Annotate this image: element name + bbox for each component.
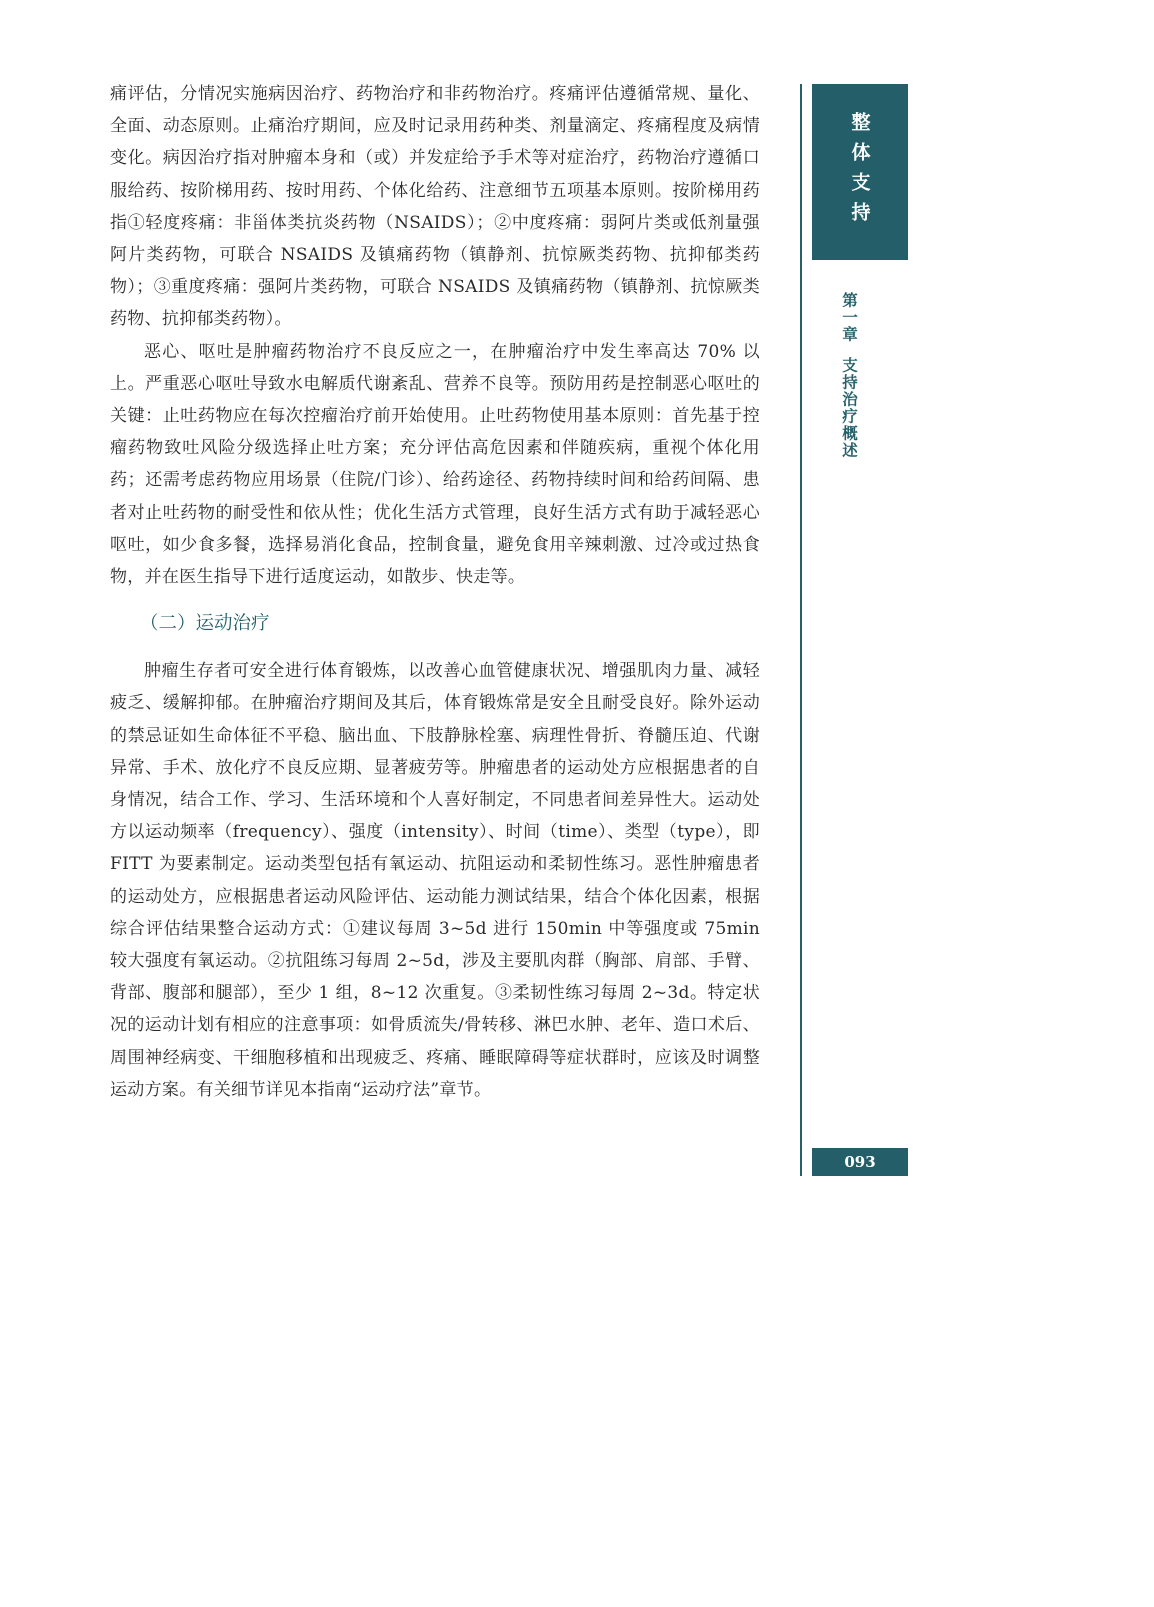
body-paragraph-exercise: 肿瘤生存者可安全进行体育锻炼，以改善心血管健康状况、增强肌肉力量、减轻疲乏、缓解抑郁。在肿瘤治疗期间及其后，体育锻炼常是安全且耐受良好。除外运动的禁忌证如生命体征不平稳、脑出血、下肢静脉栓塞、病理性骨折、脊髓压迫、代谢异常、手术、放化疗不良反应期、显著疲劳等。肿瘤患者的运动处方应根据患者的自身情况，结合工作、学习、生活环境和个人喜好制定，不同患者间差异性大。运动处方以运动频率（frequency）、强度（intensity）、时间（time）、类型（type），即 FITT 为要素制定。运动类型包括有氧运动、抗阻运动和柔韧性练习。恶性肿瘤患者的运动处方，应根据患者运动风险评估、运动能力测试结果，结合个体化因素，根据综合评估结果整合运动方式：①建议每周 3~5d 进行 150min 中等强度或 75min 较大强度有氧运动。②抗阻练习每周 2~5d，涉及主要肌肉群（胸部、肩部、手臂、背部、腹部和腿部），至少 1 组，8~12 次重复。③柔韧性练习每周 2~3d。特定状况的运动计划有相应的注意事项：如骨质流失/骨转移、淋巴水肿、老年、造口术后、周围神经病变、干细胞移植和出现疲乏、疼痛、睡眠障碍等症状群时，应该及时调整运动方案。有关细节详见本指南“运动疗法”章节。 bbox=[110, 661, 760, 1100]
chapter-title: 支持治疗概述 bbox=[840, 357, 858, 459]
sidebar-section-tab bbox=[812, 84, 908, 260]
chapter-label: 第一章 bbox=[840, 292, 858, 343]
body-paragraph-nausea: 恶心、呕吐是肿瘤药物治疗不良反应之一，在肿瘤治疗中发生率高达 70% 以上。严重恶心呕吐导致水电解质代谢紊乱、营养不良等。预防用药是控制恶心呕吐的关键：止吐药物应在每次控瘤治疗前开始使用。止吐药物使用基本原则：首先基于控瘤药物致吐风险分级选择止吐方案；充分评估高危因素和伴随疾病，重视个体化用药；还需考虑药物应用场景（住院/门诊）、给药途径、药物持续时间和给药间隔、患者对止吐药物的耐受性和依从性；优化生活方式管理，良好生活方式有助于减轻恶心呕吐，如少食多餐，选择易消化食品，控制食量，避免食用辛辣刺激、过冷或过热食物，并在医生指导下进行适度运动，如散步、快走等。 bbox=[110, 341, 760, 588]
sidebar-divider bbox=[800, 84, 802, 1176]
body-paragraph-pain: 痛评估，分情况实施病因治疗、药物治疗和非药物治疗。疼痛评估遵循常规、量化、全面、动态原则。止痛治疗期间，应及时记录用药种类、剂量滴定、疼痛程度及病情变化。病因治疗指对肿瘤本身和（或）并发症给予手术等对症治疗，药物治疗遵循口服给药、按阶梯用药、按时用药、个体化给药、注意细节五项基本原则。按阶梯用药指①轻度疼痛：非甾体类抗炎药物（NSAIDS）；②中度疼痛：弱阿片类或低剂量强阿片类药物，可联合 NSAIDS 及镇痛药物（镇静剂、抗惊厥类药物、抗抑郁类药物）；③重度疼痛：强阿片类药物，可联合 NSAIDS 及镇痛药物（镇静剂、抗惊厥类药物、抗抑郁类药物）。 bbox=[110, 84, 760, 330]
sidebar-chapter bbox=[836, 292, 862, 459]
main-content bbox=[110, 78, 760, 1106]
page-number: 093 bbox=[812, 1148, 908, 1176]
section-heading-exercise: （二）运动治疗 bbox=[140, 613, 270, 635]
sidebar-section-title: 整体支持 bbox=[848, 112, 871, 232]
